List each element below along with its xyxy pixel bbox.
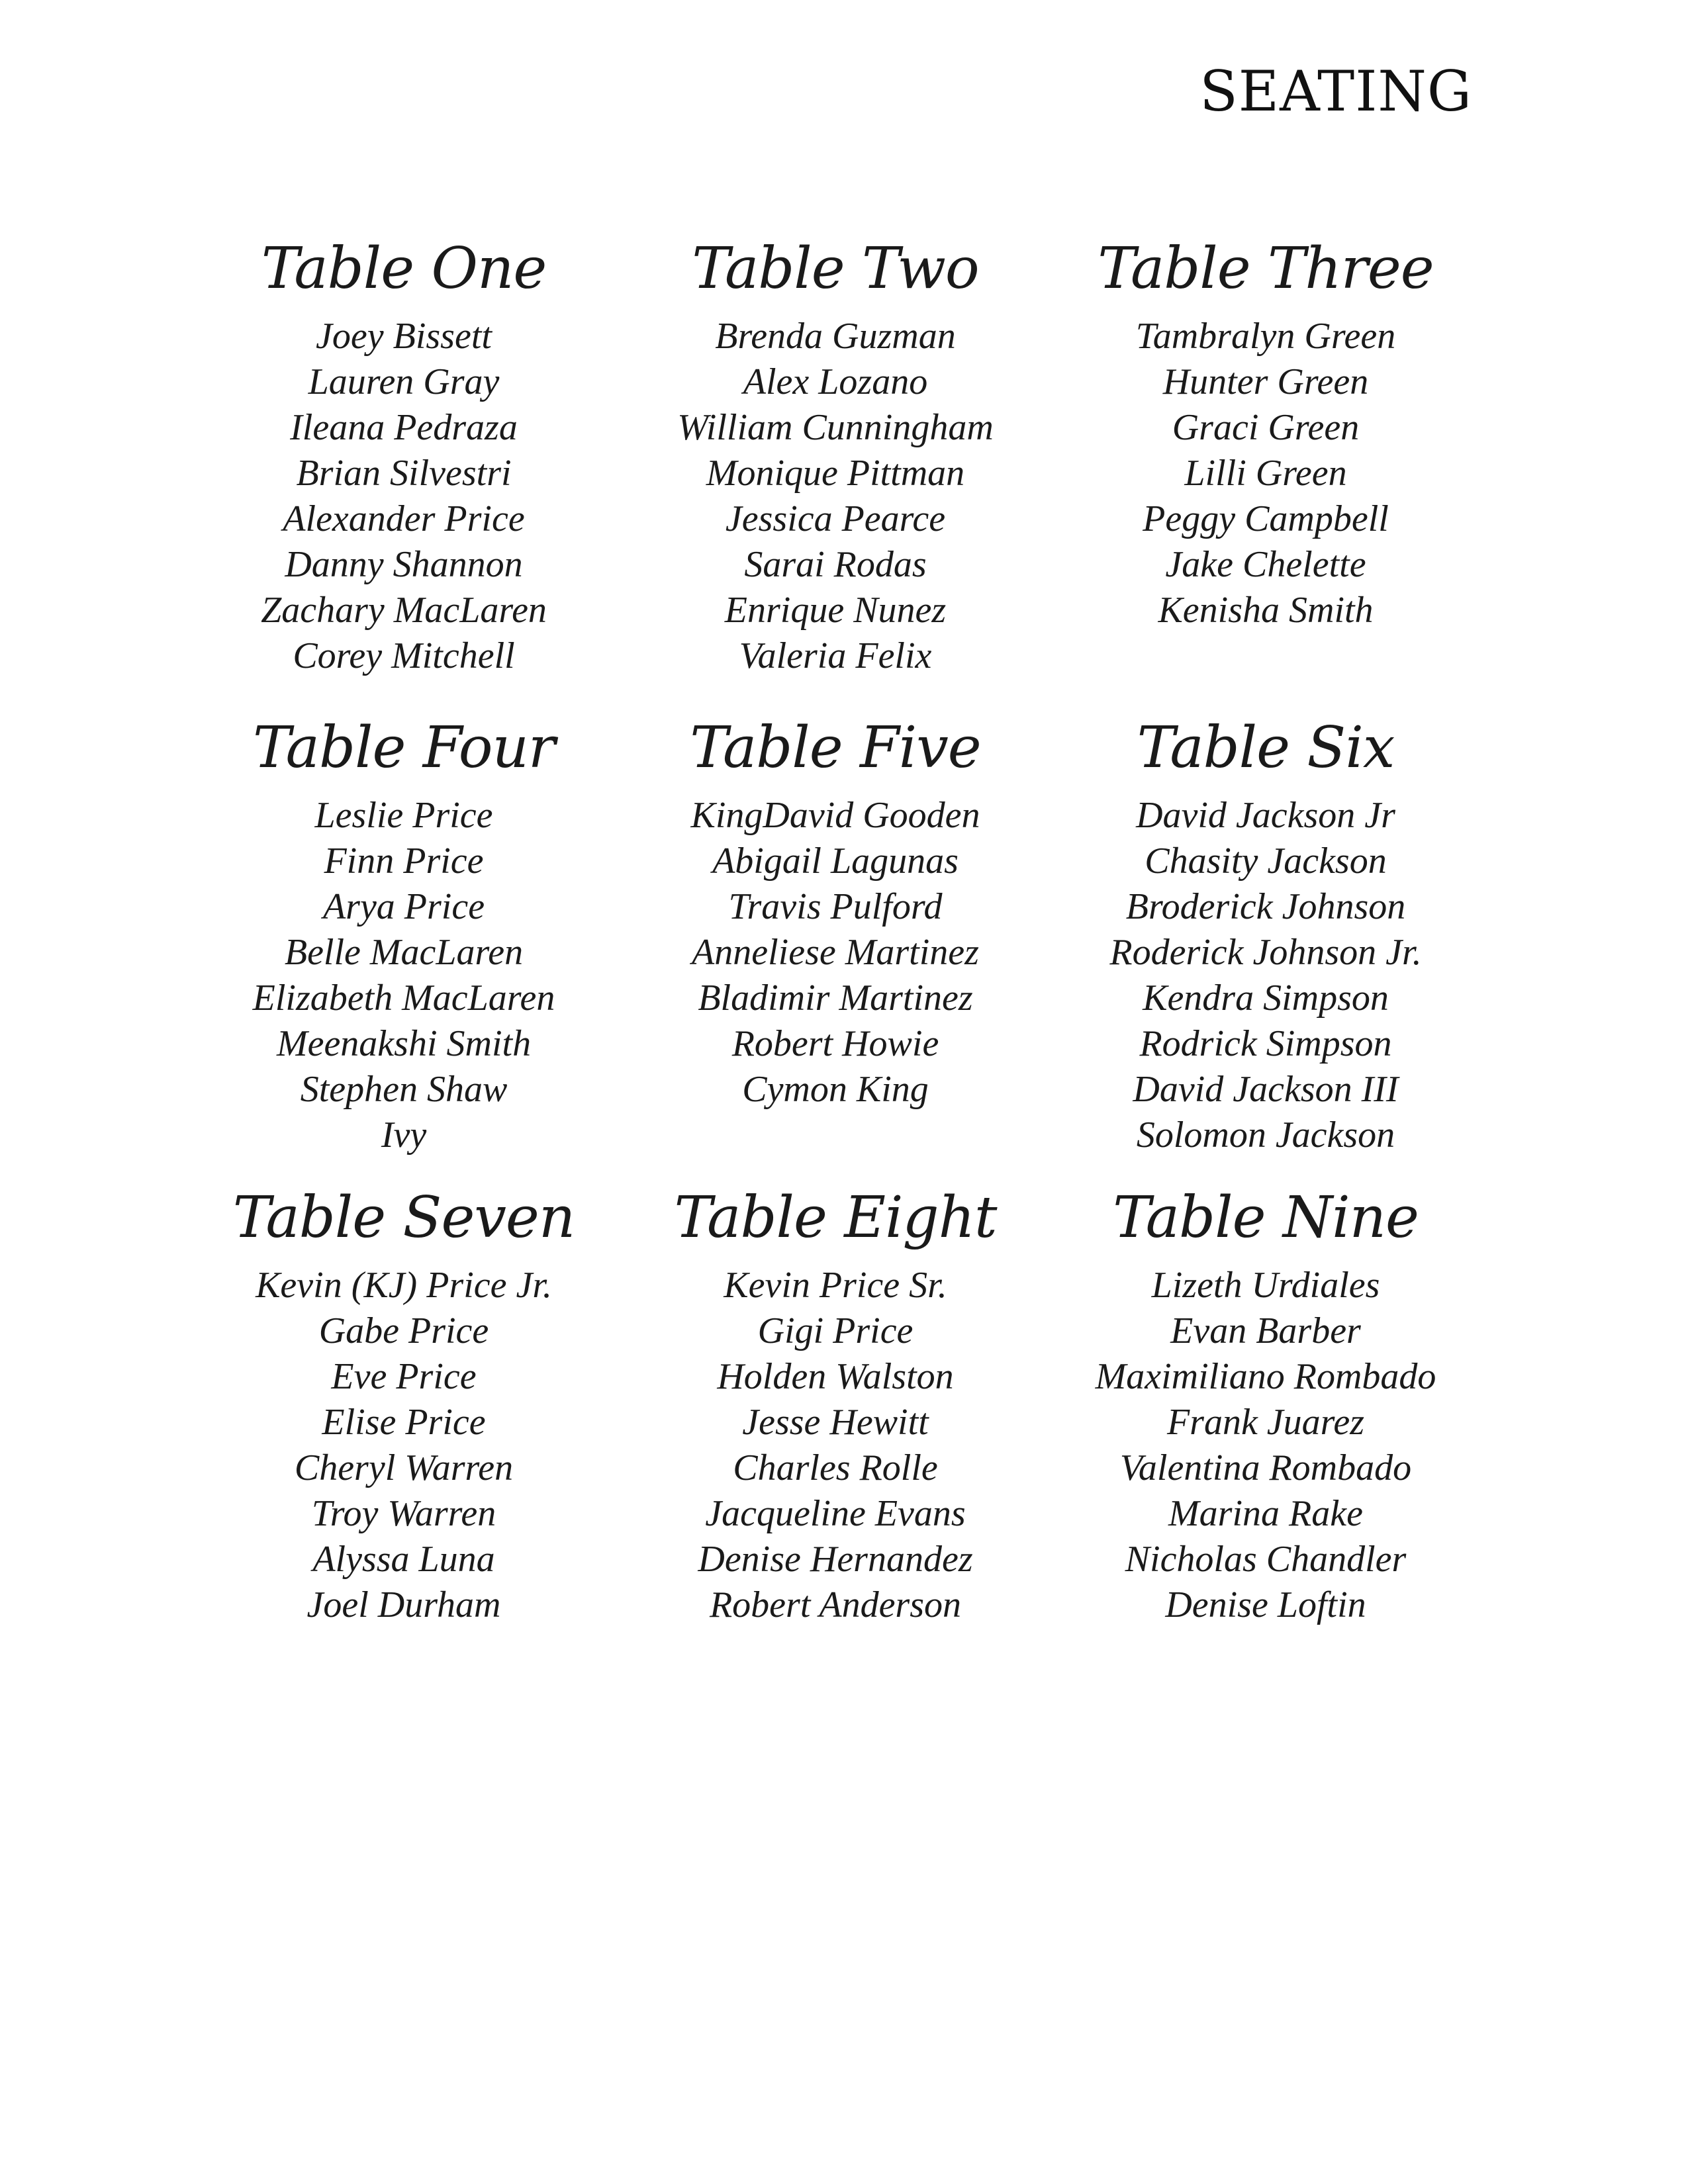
guest-name: Lilli Green <box>1184 453 1347 494</box>
table-title: Table Five <box>690 715 981 781</box>
table-seven <box>192 1186 616 1628</box>
guest-name: Jacqueline Evans <box>705 1493 966 1534</box>
guest-name: Broderick Johnson <box>1125 886 1406 927</box>
guest-name: Ivy <box>381 1115 427 1156</box>
guest-name: Travis Pulford <box>728 886 943 927</box>
guest-list <box>1054 793 1477 1158</box>
guest-name: Lauren Gray <box>308 361 500 402</box>
guest-name: Peggy Campbell <box>1143 498 1389 539</box>
guest-name: Hunter Green <box>1162 361 1369 402</box>
guest-name: Bladimir Martinez <box>698 978 973 1019</box>
guest-list <box>192 793 616 1158</box>
guest-name: Alex Lozano <box>743 361 928 402</box>
guest-name: Graci Green <box>1172 407 1360 448</box>
guest-name: Jake Chelette <box>1165 544 1366 585</box>
table-eight <box>624 1186 1047 1628</box>
guest-name: Valeria Felix <box>739 635 932 676</box>
guest-name: Enrique Nunez <box>724 590 947 631</box>
table-title: Table Nine <box>1113 1185 1419 1251</box>
guest-name: Marina Rake <box>1168 1493 1363 1534</box>
table-four <box>192 716 616 1158</box>
table-title: Table One <box>261 236 547 302</box>
guest-name: Leslie Price <box>314 795 493 836</box>
table-title: Table Seven <box>232 1185 575 1251</box>
guest-name: Ileana Pedraza <box>290 407 518 448</box>
guest-name: Nicholas Chandler <box>1125 1539 1407 1580</box>
table-title: Table Six <box>1137 715 1395 781</box>
guest-name: Kevin Price Sr. <box>724 1265 947 1306</box>
guest-name: Brian Silvestri <box>296 453 512 494</box>
table-title: Table Two <box>692 236 979 302</box>
guest-name: Frank Juarez <box>1166 1402 1365 1443</box>
guest-name: Kendra Simpson <box>1143 978 1389 1019</box>
guest-name: William Cunningham <box>677 407 994 448</box>
guest-list <box>192 1263 616 1628</box>
guest-name: Elise Price <box>322 1402 486 1443</box>
table-one <box>192 237 616 679</box>
guest-name: Tambralyn Green <box>1135 316 1396 357</box>
page-title: SEATING <box>1199 59 1472 124</box>
guest-name: Solomon Jackson <box>1136 1115 1395 1156</box>
guest-name: Robert Howie <box>731 1023 939 1064</box>
guest-name: Monique Pittman <box>706 453 965 494</box>
guest-list <box>624 314 1047 679</box>
guest-name: Alexander Price <box>283 498 525 539</box>
guest-name: Anneliese Martinez <box>692 932 979 973</box>
guest-name: Robert Anderson <box>709 1584 962 1625</box>
guest-name: Jesse Hewitt <box>742 1402 929 1443</box>
guest-name: Gigi Price <box>757 1310 914 1351</box>
table-three <box>1054 237 1477 633</box>
guest-name: Kevin (KJ) Price Jr. <box>256 1265 552 1306</box>
guest-name: Holden Walston <box>717 1356 954 1397</box>
guest-name: Cymon King <box>742 1069 929 1110</box>
table-nine <box>1054 1186 1477 1628</box>
guest-name: Eve Price <box>331 1356 477 1397</box>
table-title: Table Four <box>253 715 555 781</box>
guest-name: Charles Rolle <box>733 1447 938 1488</box>
table-six <box>1054 716 1477 1158</box>
guest-name: Brenda Guzman <box>715 316 956 357</box>
guest-list <box>192 314 616 679</box>
table-five <box>624 716 1047 1113</box>
guest-name: David Jackson III <box>1133 1069 1399 1110</box>
guest-name: Zachary MacLaren <box>261 590 547 631</box>
guest-name: Elizabeth MacLaren <box>252 978 555 1019</box>
guest-name: Stephen Shaw <box>300 1069 508 1110</box>
guest-name: Chasity Jackson <box>1145 841 1387 882</box>
table-two <box>624 237 1047 679</box>
guest-name: Belle MacLaren <box>284 932 524 973</box>
guest-name: Arya Price <box>322 886 485 927</box>
guest-name: Sarai Rodas <box>744 544 927 585</box>
guest-name: Gabe Price <box>318 1310 489 1351</box>
guest-name: Joel Durham <box>306 1584 501 1625</box>
guest-list <box>1054 314 1477 633</box>
guest-name: Troy Warren <box>311 1493 496 1534</box>
guest-name: David Jackson Jr <box>1136 795 1395 836</box>
guest-name: KingDavid Gooden <box>690 795 980 836</box>
guest-name: Meenakshi Smith <box>276 1023 532 1064</box>
guest-name: Alyssa Luna <box>312 1539 495 1580</box>
table-title: Table Eight <box>674 1185 997 1251</box>
guest-name: Valentina Rombado <box>1119 1447 1412 1488</box>
guest-name: Evan Barber <box>1170 1310 1361 1351</box>
guest-list <box>1054 1263 1477 1628</box>
guest-list <box>624 1263 1047 1628</box>
guest-name: Maximiliano Rombado <box>1095 1356 1436 1397</box>
guest-name: Jessica Pearce <box>725 498 946 539</box>
guest-name: Rodrick Simpson <box>1139 1023 1392 1064</box>
guest-name: Lizeth Urdiales <box>1151 1265 1380 1306</box>
guest-name: Denise Hernandez <box>698 1539 973 1580</box>
guest-list <box>624 793 1047 1113</box>
guest-name: Cheryl Warren <box>294 1447 514 1488</box>
guest-name: Corey Mitchell <box>293 635 515 676</box>
guest-name: Roderick Johnson Jr. <box>1109 932 1422 973</box>
guest-name: Joey Bissett <box>316 316 492 357</box>
guest-name: Denise Loftin <box>1165 1584 1366 1625</box>
guest-name: Abigail Lagunas <box>712 841 959 882</box>
guest-name: Kenisha Smith <box>1158 590 1374 631</box>
table-title: Table Three <box>1098 236 1434 302</box>
guest-name: Finn Price <box>324 841 484 882</box>
guest-name: Danny Shannon <box>285 544 523 585</box>
